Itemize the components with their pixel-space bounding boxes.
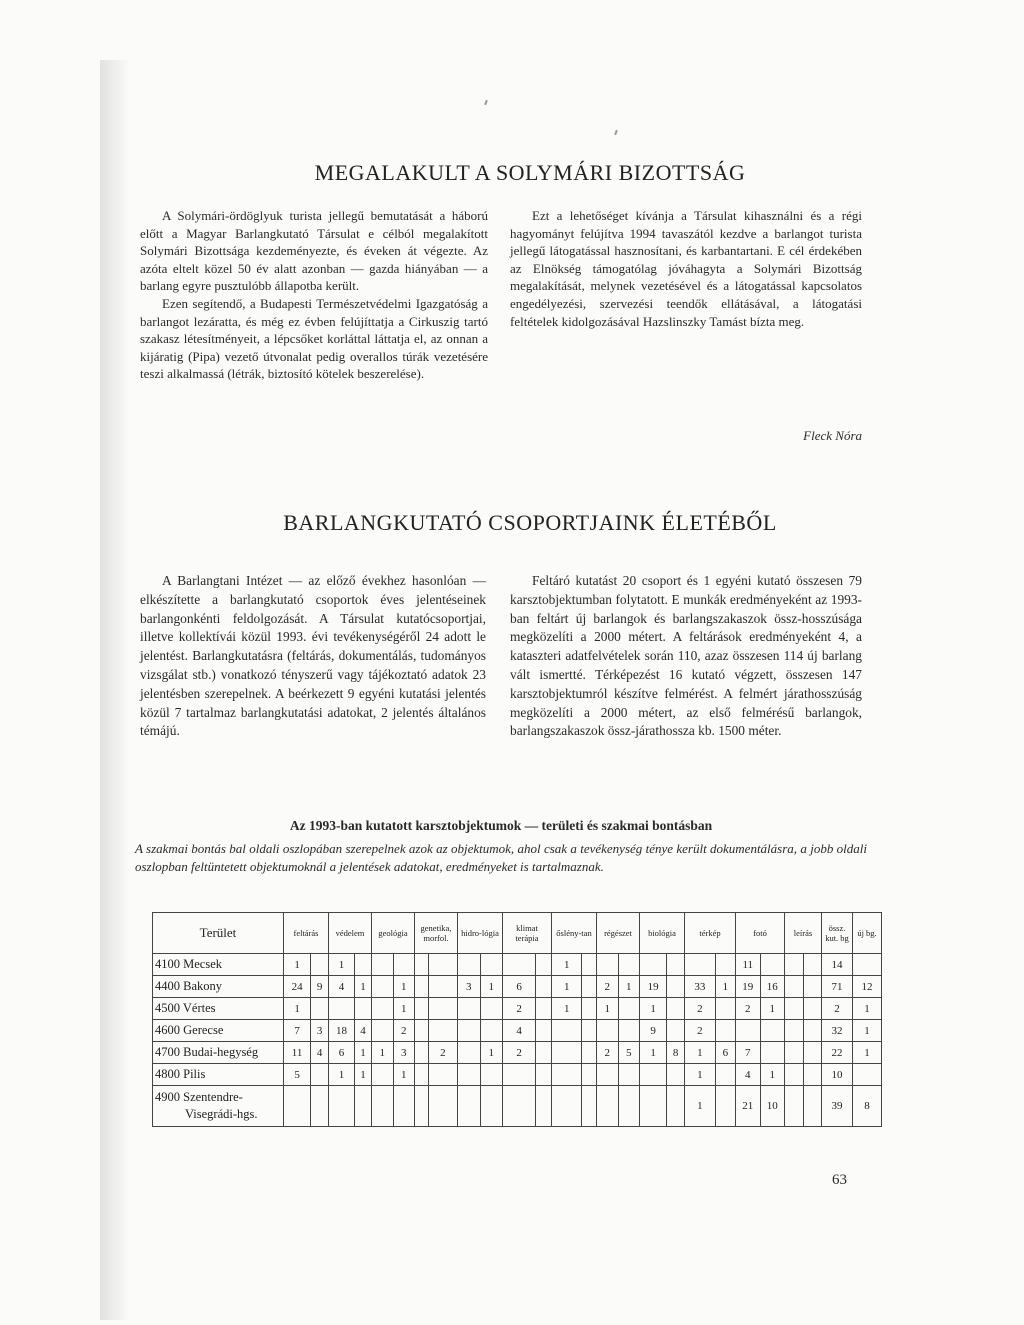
table-cell	[597, 1064, 619, 1086]
table-cell	[372, 954, 394, 976]
table-cell	[760, 954, 785, 976]
header-terkep: térkép	[685, 913, 736, 954]
section-title-csoportok: BARLANGKUTATÓ CSOPORTJAINK ÉLETÉBŐL	[283, 510, 777, 535]
table-cell: 11	[284, 1042, 311, 1064]
table-row	[153, 998, 882, 1020]
area-line: 4900 Szentendre-	[155, 1090, 243, 1104]
table-cell	[715, 954, 735, 976]
table-cell	[685, 954, 716, 976]
table-cell	[582, 1020, 597, 1042]
table-cell: 18	[329, 1020, 355, 1042]
table-cell	[736, 1020, 761, 1042]
header-regeszet: régészet	[597, 913, 640, 954]
table-cell: 1	[685, 1042, 716, 1064]
table-cell: 3	[458, 976, 481, 998]
header-oslenytan: őslény-tan	[552, 913, 597, 954]
table-cell: 1	[640, 998, 667, 1020]
header-feltaras: feltárás	[284, 913, 329, 954]
table-cell	[329, 998, 355, 1020]
table-cell	[582, 976, 597, 998]
table-cell	[803, 1042, 822, 1064]
table-cell	[480, 1064, 503, 1086]
table-cell	[667, 954, 685, 976]
table-cell	[503, 954, 536, 976]
table-cell	[458, 1086, 481, 1127]
table-cell	[428, 976, 457, 998]
paragraph: A Solymári-ördöglyuk turista jellegű bemutatását a háború előtt a Magyar Barlangkutató Társulat e célból megalakított Solymári Bizottsága kezdeményezte, és éveken át végezte. Az azóta eltelt közel 50 év alatt azonban — gazda hiányában — a barlang egyre pusztulóbb állapotba került.	[140, 208, 488, 294]
table-cell	[597, 954, 619, 976]
table-cell: 1	[640, 1042, 667, 1064]
table-cell: 1	[552, 976, 582, 998]
table-title: Az 1993-ban kutatott karsztobjektumok — területi és szakmai bontásban	[289, 818, 713, 833]
table-cell: 1	[393, 1064, 415, 1086]
table-cell	[582, 1086, 597, 1127]
table-cell	[536, 998, 552, 1020]
table-cell	[428, 998, 457, 1020]
table-cell: 1	[329, 1064, 355, 1086]
header-uj-bg: új bg.	[853, 913, 882, 954]
table-cell	[458, 1042, 481, 1064]
table-cell: 71	[822, 976, 853, 998]
area-cell: 4700 Budai-hegység	[153, 1042, 284, 1064]
table-cell: 1	[760, 998, 785, 1020]
table-cell: 1	[372, 1042, 394, 1064]
header-ossz-kut-bg: össz. kut. bg	[822, 913, 853, 954]
table-cell	[552, 1042, 582, 1064]
table-cell: 1	[597, 998, 619, 1020]
table-cell	[667, 976, 685, 998]
table-cell	[415, 1042, 429, 1064]
table-cell	[354, 954, 371, 976]
section2-right-column	[510, 572, 862, 741]
table-cell: 22	[822, 1042, 853, 1064]
table-cell	[582, 954, 597, 976]
table-cell	[536, 1020, 552, 1042]
area-cell: 4500 Vértes	[153, 998, 284, 1020]
section2-left-column	[140, 572, 486, 741]
table-cell	[640, 1064, 667, 1086]
table-cell	[715, 998, 735, 1020]
header-hidrologia: hidro-lógia	[458, 913, 503, 954]
table-cell	[372, 998, 394, 1020]
table-cell: 8	[853, 1086, 882, 1127]
table-cell: 14	[822, 954, 853, 976]
scan-shadow	[100, 60, 130, 1320]
paragraph: Ezen segítendő, a Budapesti Természetvédelmi Igazgatóság a barlangot lezáratta, és még ez évben felújíttatja a Cirkuszig tartó szakasz létesítményeit, a lépcsőket korláttal láttatja el, az onnan a kijáratig (Pipa) vezető útvonalat pedig overallos túrák vezetésére teszi alkalmassá (létrák, biztosító kötelek beszerelése).	[140, 295, 488, 382]
table-cell: 6	[503, 976, 536, 998]
table-cell: 2	[822, 998, 853, 1020]
table-cell: 4	[311, 1042, 329, 1064]
table-cell: 4	[736, 1064, 761, 1086]
table-cell	[785, 1086, 804, 1127]
table-cell: 6	[715, 1042, 735, 1064]
table-cell	[582, 1064, 597, 1086]
table-cell	[415, 1086, 429, 1127]
area-cell: 4100 Mecsek	[153, 954, 284, 976]
table-cell	[803, 954, 822, 976]
table-cell	[415, 1020, 429, 1042]
table-cell: 39	[822, 1086, 853, 1127]
area-cell	[153, 1086, 284, 1127]
table-cell	[785, 1064, 804, 1086]
table-cell	[428, 1020, 457, 1042]
table-cell: 1	[329, 954, 355, 976]
table-cell: 1	[685, 1064, 716, 1086]
table-cell: 5	[284, 1064, 311, 1086]
table-cell: 1	[393, 998, 415, 1020]
table-row	[153, 1020, 882, 1042]
header-vedelem: védelem	[329, 913, 372, 954]
table-row	[153, 1064, 882, 1086]
area-cell: 4800 Pilis	[153, 1064, 284, 1086]
table-cell	[480, 998, 503, 1020]
table-cell: 1	[853, 1042, 882, 1064]
table-cell	[284, 1086, 311, 1127]
table-cell: 10	[822, 1064, 853, 1086]
table-cell	[458, 998, 481, 1020]
table-cell: 6	[329, 1042, 355, 1064]
table-cell: 8	[667, 1042, 685, 1064]
table-cell	[536, 976, 552, 998]
table-cell	[667, 1064, 685, 1086]
table-cell	[428, 1064, 457, 1086]
table-header-row	[153, 913, 882, 954]
table-cell: 2	[503, 1042, 536, 1064]
header-genetika: genetika, morfol.	[415, 913, 458, 954]
table-cell: 1	[284, 998, 311, 1020]
paragraph: Ezt a lehetőséget kívánja a Társulat kihasználni és a régi hagyományt felújítva 1994 tavaszától kezdve a barlangot turista jellegű látogatással hasznosítani, és karbantartani. E cél érdekében az Elnökség támogatólag jóváhagyta a Solymári Bizottság megalakítását, melynek vezetésével és a látogatással kapcsolatos engedélyezési, szervezési teendők ellátásával, a látogatási feltételek kidolgozásával Hazslinszky Tamást bízta meg.	[510, 208, 862, 329]
table-cell: 2	[393, 1020, 415, 1042]
table-cell: 1	[354, 976, 371, 998]
table-cell: 9	[311, 976, 329, 998]
table-cell	[640, 954, 667, 976]
table-row	[153, 1042, 882, 1064]
table-cell	[760, 1020, 785, 1042]
table-cell	[536, 1042, 552, 1064]
table-cell: 2	[685, 1020, 716, 1042]
table-cell: 11	[736, 954, 761, 976]
table-cell	[372, 976, 394, 998]
table-cell	[853, 954, 882, 976]
table-cell	[582, 1042, 597, 1064]
table-cell: 24	[284, 976, 311, 998]
table-cell: 33	[685, 976, 716, 998]
table-cell: 2	[736, 998, 761, 1020]
table-cell	[536, 1086, 552, 1127]
table-cell	[552, 1086, 582, 1127]
table-cell: 16	[760, 976, 785, 998]
header-terulet: Terület	[153, 913, 284, 954]
table-cell: 12	[853, 976, 882, 998]
table-cell: 1	[354, 1064, 371, 1086]
ink-mark	[614, 130, 618, 135]
table-cell	[428, 954, 457, 976]
table-cell	[311, 998, 329, 1020]
table-cell	[311, 1086, 329, 1127]
table-cell	[536, 954, 552, 976]
table-cell	[618, 1020, 640, 1042]
table-cell	[354, 1086, 371, 1127]
header-geologia: geológia	[372, 913, 415, 954]
table-cell: 2	[685, 998, 716, 1020]
table-cell: 1	[715, 976, 735, 998]
table-cell: 2	[597, 976, 619, 998]
table-cell	[480, 954, 503, 976]
table-cell	[372, 1064, 394, 1086]
table-cell	[428, 1086, 457, 1127]
table-cell	[354, 998, 371, 1020]
table-cell: 1	[354, 1042, 371, 1064]
table-cell	[785, 998, 804, 1020]
table-cell	[785, 1042, 804, 1064]
table-cell: 19	[640, 976, 667, 998]
table-cell	[597, 1020, 619, 1042]
table-cell: 2	[597, 1042, 619, 1064]
table-cell: 1	[480, 976, 503, 998]
table-cell	[803, 1086, 822, 1127]
header-klimat: klimat terápia	[503, 913, 552, 954]
table-cell: 4	[354, 1020, 371, 1042]
table-cell	[415, 954, 429, 976]
table-cell	[785, 954, 804, 976]
table-cell: 10	[760, 1086, 785, 1127]
header-biologia: biológia	[640, 913, 685, 954]
paragraph: A Barlangtani Intézet — az előző évekhez hasonlóan — elkészítette a barlangkutató csoportok éves jelentéseinek barlangonkénti feldolgozását. A Társulat kutatócsoportjai, illetve kollektívái közül 1993. évi tevékenységéről 24 adott le jelentést. Barlangkutatásra (feltárás, dokumentálás, tudományos vizsgálat stb.) vonatkozó tényszerű vagy tájékoztató adatok 23 jelentésben szerepelnek. A beérkezett 9 egyéni kutatási jelentés közül 7 tartalmaz barlangkutatási adatokat, 2 jelentés általános témájú.	[140, 573, 486, 739]
table-cell	[393, 954, 415, 976]
table-cell: 3	[393, 1042, 415, 1064]
table-cell: 7	[284, 1020, 311, 1042]
table-cell: 2	[503, 998, 536, 1020]
table-cell	[597, 1086, 619, 1127]
table-cell	[803, 976, 822, 998]
table-cell	[618, 954, 640, 976]
table-caption: A szakmai bontás bal oldali oszlopában szerepelnek azok az objektumok, ahol csak a tevékenység ténye került dokumentálásra, a jobb oldali oszlopban feltüntetett objektumoknál a jelentések adatokat, eredményeket is tartalmaznak.	[135, 841, 867, 874]
table-cell	[311, 954, 329, 976]
table-cell: 2	[428, 1042, 457, 1064]
table-cell	[415, 976, 429, 998]
table-cell	[785, 976, 804, 998]
table-cell	[582, 998, 597, 1020]
author-signature: Fleck Nóra	[803, 428, 862, 443]
header-foto: fotó	[736, 913, 785, 954]
table-cell	[618, 1064, 640, 1086]
table-cell: 4	[329, 976, 355, 998]
area-cell: 4400 Bakony	[153, 976, 284, 998]
table-cell	[393, 1086, 415, 1127]
table-cell	[715, 1020, 735, 1042]
table-cell: 3	[311, 1020, 329, 1042]
table-cell: 1	[760, 1064, 785, 1086]
table-cell: 5	[618, 1042, 640, 1064]
table-cell	[618, 998, 640, 1020]
table-cell	[536, 1064, 552, 1086]
table-cell	[785, 1020, 804, 1042]
table-cell	[503, 1064, 536, 1086]
table-cell	[667, 1020, 685, 1042]
header-leiras: leírás	[785, 913, 822, 954]
table-cell: 1	[853, 1020, 882, 1042]
area-cell: 4600 Gerecse	[153, 1020, 284, 1042]
area-line: Visegrádi-hgs.	[185, 1107, 258, 1121]
table-cell	[458, 1020, 481, 1042]
table-cell: 1	[685, 1086, 716, 1127]
table-cell	[372, 1020, 394, 1042]
table-cell: 19	[736, 976, 761, 998]
table-cell	[667, 998, 685, 1020]
table-row	[153, 976, 882, 998]
table-cell: 1	[393, 976, 415, 998]
table-cell	[311, 1064, 329, 1086]
table-cell: 32	[822, 1020, 853, 1042]
table-cell	[415, 1064, 429, 1086]
table-cell	[640, 1086, 667, 1127]
table-cell	[618, 1086, 640, 1127]
table-row	[153, 954, 882, 976]
table-cell: 1	[552, 998, 582, 1020]
table-cell	[458, 954, 481, 976]
table-cell	[552, 1064, 582, 1086]
table-cell: 1	[480, 1042, 503, 1064]
section1-right-column	[510, 207, 862, 330]
table-cell	[552, 1020, 582, 1042]
table-cell	[760, 1042, 785, 1064]
page-number: 63	[832, 1172, 847, 1188]
section1-left-column	[140, 207, 488, 383]
table-cell: 1	[552, 954, 582, 976]
table-cell	[458, 1064, 481, 1086]
table-cell: 1	[284, 954, 311, 976]
table-cell	[480, 1020, 503, 1042]
table-row	[153, 1086, 882, 1127]
table-cell: 21	[736, 1086, 761, 1127]
table-cell	[480, 1086, 503, 1127]
table-cell: 9	[640, 1020, 667, 1042]
table-cell	[503, 1086, 536, 1127]
table-cell	[667, 1086, 685, 1127]
section-title-solymari: MEGALAKULT A SOLYMÁRI BIZOTTSÁG	[314, 160, 746, 185]
table-cell	[803, 1020, 822, 1042]
table-cell	[715, 1064, 735, 1086]
table-cell: 1	[853, 998, 882, 1020]
table-cell	[853, 1064, 882, 1086]
ink-mark	[484, 100, 488, 105]
table-cell	[329, 1086, 355, 1127]
table-cell	[803, 1064, 822, 1086]
paragraph: Feltáró kutatást 20 csoport és 1 egyéni kutató összesen 79 karsztobjektumban folytatott. E munkák eredményeként az 1993-ban feltárt új barlangok és barlangszakaszok össz-hosszúsága megközelíti a 2000 métert. A feltárások eredményeként 4, a kataszteri adatfelvételek során 110, azaz összesen 114 új barlang vált ismertté. Térképezést 16 kutató végzett, összesen 147 karsztobjektumról készítve felmérést. A felmért járathosszúság megközelíti a 2000 métert, az első felmérésű barlangok, barlangszakaszok össz-járathossza kb. 1500 méter.	[510, 573, 862, 739]
table-cell: 1	[618, 976, 640, 998]
table-cell: 7	[736, 1042, 761, 1064]
table-cell	[803, 998, 822, 1020]
research-table	[152, 912, 882, 1127]
table-cell	[415, 998, 429, 1020]
table-cell	[372, 1086, 394, 1127]
table-cell	[715, 1086, 735, 1127]
table-cell: 4	[503, 1020, 536, 1042]
